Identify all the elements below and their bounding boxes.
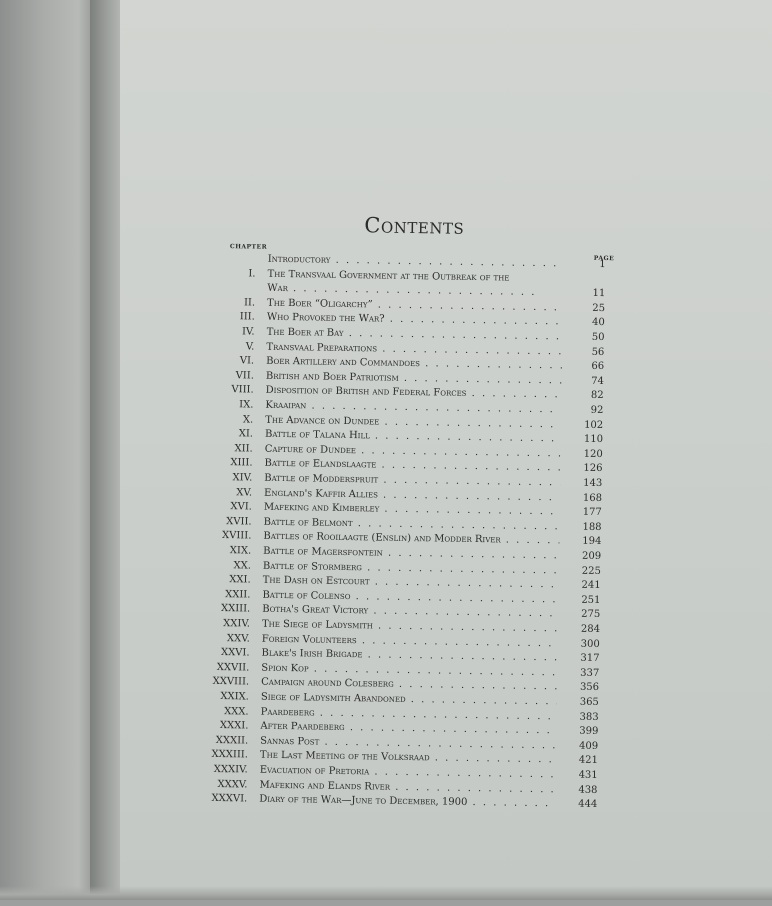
page-number: 383 bbox=[579, 711, 599, 723]
chapter-title: Boer Artillery and Commandoes . . bbox=[266, 355, 562, 374]
page-number: 431 bbox=[578, 769, 598, 781]
chapter-title: The Boer “Oligarchy” . . bbox=[267, 297, 563, 316]
chapter-title: Battle of Colenso . . bbox=[262, 588, 558, 607]
page-number: 438 bbox=[578, 784, 598, 796]
page-number: 251 bbox=[581, 594, 601, 606]
chapter-number: XV. bbox=[236, 486, 253, 499]
page-number: 194 bbox=[582, 536, 602, 548]
chapter-number: VIII. bbox=[231, 384, 254, 396]
page-number: 209 bbox=[581, 550, 602, 563]
page-number: 102 bbox=[584, 419, 604, 431]
page-title: Contents bbox=[364, 213, 465, 239]
chapter-title: Battles of Rooilaagte (Enslin) and Modder River . . bbox=[263, 530, 559, 549]
chapter-number: XXV. bbox=[226, 632, 250, 645]
chapter-title: Introductory . . bbox=[268, 253, 564, 272]
chapter-title: The Boer at Bay . . bbox=[266, 326, 562, 345]
chapter-number: XX. bbox=[233, 559, 252, 572]
page-number: 275 bbox=[581, 609, 601, 621]
chapter-number: XXX. bbox=[224, 705, 249, 718]
chapter-title: Diary of the War—June to December, 1900 . . bbox=[259, 793, 555, 812]
chapter-title: Sannas Post . . bbox=[260, 734, 556, 753]
chapter-title: Foreign Volunteers . . bbox=[262, 632, 558, 651]
chapter-title: Kraaipan . . bbox=[265, 399, 561, 418]
page-number: 225 bbox=[581, 565, 601, 577]
chapter-number: I. bbox=[248, 268, 256, 280]
page-number: 188 bbox=[582, 521, 602, 533]
chapter-title: The Advance on Dundee . . bbox=[265, 413, 561, 432]
chapter-number: XXXV. bbox=[217, 778, 248, 791]
chapter-number: XXXI. bbox=[219, 720, 249, 732]
page-number: 317 bbox=[580, 652, 600, 665]
page-number: 40 bbox=[591, 317, 605, 329]
chapter-title: Paardeberg . . bbox=[261, 705, 557, 724]
page-number: 50 bbox=[591, 331, 605, 344]
page-number: 120 bbox=[583, 448, 603, 460]
chapter-number: XXXIII. bbox=[211, 749, 249, 761]
chapter-number: XXII. bbox=[225, 588, 251, 601]
page-number: 399 bbox=[579, 725, 599, 738]
chapter-number: XIV. bbox=[232, 472, 253, 484]
page-number: 56 bbox=[591, 346, 605, 358]
chapter-number: XII. bbox=[234, 443, 253, 455]
page-number: 241 bbox=[581, 579, 601, 592]
chapter-title: Battle of Belmont . . bbox=[264, 516, 560, 535]
page-number: 409 bbox=[578, 740, 599, 752]
chapter-title: Evacuation of Pretoria . . bbox=[260, 764, 556, 783]
chapter-number: XXVI. bbox=[220, 647, 250, 659]
chapter-title: The Transvaal Government at the Outbreak of the bbox=[267, 268, 510, 284]
chapter-title: Siege of Ladysmith Abandoned . . bbox=[261, 691, 557, 710]
chapter-title: The Last Meeting of the Volksraad . . bbox=[260, 749, 556, 768]
page-number: 11 bbox=[592, 288, 606, 300]
chapter-title: Mafeking and Elands River . . bbox=[259, 778, 555, 797]
page-number: 82 bbox=[590, 390, 604, 402]
chapter-number: XXIV. bbox=[223, 618, 251, 630]
chapter-number: VII. bbox=[235, 370, 255, 382]
chapter-title: The Dash on Estcourt . . bbox=[263, 574, 559, 593]
chapter-title: Mafeking and Kimberley . . bbox=[264, 501, 560, 520]
page-number: 365 bbox=[579, 696, 599, 708]
page-number: 177 bbox=[582, 506, 602, 519]
chapter-number: XVII. bbox=[226, 515, 252, 528]
chapter-number: IV. bbox=[241, 326, 255, 338]
chapter-title: The Siege of Ladysmith . . bbox=[262, 618, 558, 637]
page-number: 444 bbox=[578, 798, 598, 811]
chapter-number: XVI. bbox=[230, 501, 252, 513]
chapter-number: X. bbox=[242, 413, 254, 426]
chapter-title: Battle of Elandslaagte . . bbox=[264, 457, 560, 476]
chapter-number: VI. bbox=[239, 355, 255, 367]
chapter-number: IX. bbox=[239, 399, 254, 411]
chapter-number: V. bbox=[245, 340, 255, 353]
chapter-number: XXXIV. bbox=[213, 763, 248, 776]
chapter-number: XVIII. bbox=[221, 530, 252, 542]
page-number: 25 bbox=[592, 302, 606, 314]
chapter-title: Disposition of British and Federal Forces . . bbox=[266, 384, 562, 403]
page-number: 284 bbox=[580, 623, 601, 635]
chapter-title: Battle of Modderspruit . . bbox=[264, 472, 560, 491]
page-number: 92 bbox=[590, 404, 604, 417]
page-number: 337 bbox=[580, 667, 600, 679]
chapter-number: XIX. bbox=[229, 545, 252, 557]
chapter-number: XXI. bbox=[229, 574, 251, 586]
page-number: 421 bbox=[578, 755, 599, 767]
page-number: 1 bbox=[599, 258, 606, 271]
chapter-number: XXXII. bbox=[215, 734, 249, 747]
chapter-title: England's Kaffir Allies . . bbox=[264, 486, 560, 505]
page-number: 110 bbox=[583, 433, 604, 446]
chapter-title: Campaign around Colesberg . . bbox=[261, 676, 557, 695]
chapter-number: XIII. bbox=[230, 457, 253, 469]
chapter-number: III. bbox=[239, 311, 255, 323]
chapter-title: Battle of Magersfontein . . bbox=[263, 545, 559, 564]
chapter-title: Battle of Talana Hill . . bbox=[265, 428, 561, 447]
chapter-number: XXVII. bbox=[216, 661, 250, 674]
chapter-title: Botha's Great Victory . . bbox=[262, 603, 558, 622]
chapter-title: Blake's Irish Brigade . . bbox=[261, 647, 557, 666]
chapter-title: After Paardeberg . . bbox=[260, 720, 556, 739]
chapter-title: Transvaal Preparations . . bbox=[266, 340, 562, 359]
page-number: 143 bbox=[583, 477, 603, 490]
chapter-title: British and Boer Patriotism . . bbox=[266, 370, 562, 389]
page-number: 300 bbox=[580, 638, 600, 650]
chapter-title: Battle of Stormberg . . bbox=[263, 559, 559, 578]
chapter-title: Who Provoked the War? . . bbox=[267, 311, 563, 330]
chapter-column-heading: CHAPTER bbox=[229, 243, 268, 251]
page-number: 356 bbox=[579, 682, 600, 694]
chapter-title: War . . bbox=[267, 282, 563, 301]
chapter-number: XXVIII. bbox=[212, 676, 250, 688]
page-column-heading: PAGE bbox=[593, 254, 615, 263]
chapter-number: XXIII. bbox=[220, 603, 251, 615]
page-number: 126 bbox=[583, 463, 603, 475]
chapter-title: Capture of Dundee . . bbox=[265, 443, 561, 462]
page-number: 168 bbox=[582, 492, 603, 504]
chapter-number: XXIX. bbox=[220, 691, 249, 703]
chapter-title: Spion Kop . . bbox=[261, 661, 557, 680]
page-number bbox=[563, 272, 605, 287]
chapter-number: XXXVI. bbox=[211, 793, 248, 805]
chapter-number: II. bbox=[243, 297, 256, 309]
page-number: 66 bbox=[591, 361, 605, 373]
chapter-number: XI. bbox=[238, 428, 254, 440]
page-number: 74 bbox=[591, 375, 604, 387]
